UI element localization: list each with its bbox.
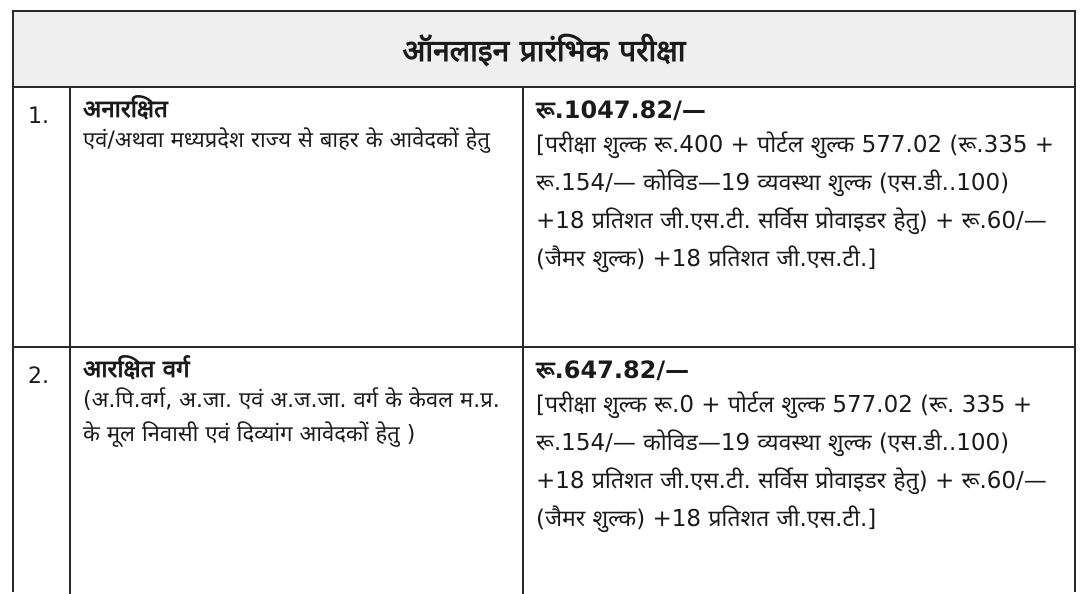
table-title: ऑनलाइन प्रारंभिक परीक्षा — [14, 12, 1074, 88]
category-subtitle: (अ.पि.वर्ग, अ.जा. एवं अ.ज.जा. वर्ग के केवल म.प्र. के मूल निवासी एवं दिव्यांग आवेदकों हेतु ) — [83, 388, 500, 447]
fee-table — [12, 10, 1076, 592]
row-number: 1. — [28, 104, 49, 129]
row-number-cell — [14, 348, 71, 594]
fee-amount: रू.647.82/— — [536, 356, 690, 384]
fee-breakdown: [परीक्षा शुल्क रू.0 + पोर्टल शुल्क 577.02 (रू. 335 + रू.154/— कोविड—19 व्यवस्था शुल्क (एस.डी..100) +18 प्रतिशत जी.एस.टी. सर्विस प्रोवाइडर हेतु) + रू.60/— (जैमर शुल्क) +18 प्रतिशत जी.एस.टी.] — [536, 392, 1047, 532]
row-number-cell — [14, 88, 71, 346]
table-row — [14, 88, 1074, 348]
category-title: अनारक्षित — [83, 95, 168, 123]
category-title: आरक्षित वर्ग — [83, 355, 190, 383]
table-row — [14, 348, 1074, 594]
fee-breakdown: [परीक्षा शुल्क रू.400 + पोर्टल शुल्क 577.02 (रू.335 + रू.154/— कोविड—19 व्यवस्था शुल्क (एस.डी..100) +18 प्रतिशत जी.एस.टी. सर्विस प्रोवाइडर हेतु) + रू.60/— (जैमर शुल्क) +18 प्रतिशत जी.एस.टी.] — [536, 132, 1055, 272]
category-cell — [71, 88, 524, 346]
fee-cell — [524, 88, 1074, 346]
category-subtitle: एवं/अथवा मध्यप्रदेश राज्य से बाहर के आवेदकों हेतु — [83, 128, 490, 153]
fee-amount: रू.1047.82/— — [536, 96, 706, 124]
fee-cell — [524, 348, 1074, 594]
category-cell — [71, 348, 524, 594]
row-number: 2. — [28, 364, 49, 389]
